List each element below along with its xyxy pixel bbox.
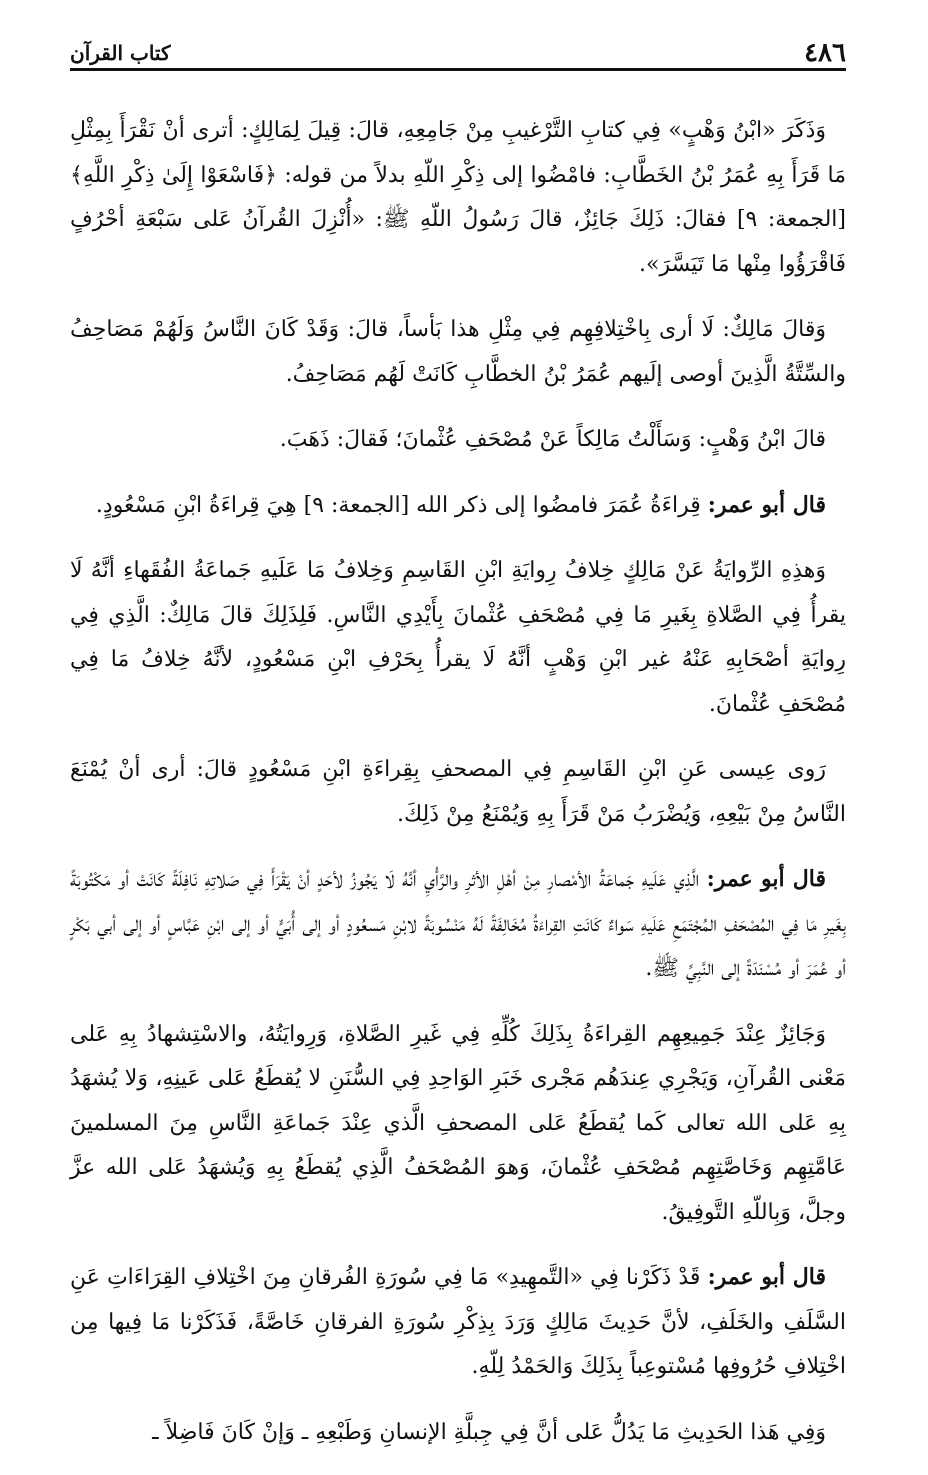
paragraph [70,1255,846,1390]
paragraph [70,307,846,397]
paragraph [70,417,846,463]
page-number: ٤٨٦ [804,38,846,68]
paragraph-text: وَذَكَرَ «ابْنُ وَهْبٍ» فِي كتابِ التَّرْغيبِ مِنْ جَامِعِهِ، قالَ: قِيلَ لِمَالِكٍ: أترى أنْ نَقْرَأَ بِمِثْلِ مَا قَرَأَ بِهِ عُمَرُ بْنُ الخَطَّابِ: فامْضُوا إلى ذِكْرِ اللّهِ بدلاً من قوله: ﴿فَاسْعَوْا إِلَىٰ ذِكْرِ اللَّهِ﴾ [الجمعة: ٩] فقالَ: ذَلِكَ جَائِزٌ، قالَ رَسُولُ اللّهِ ﷺ: «أُنْزِلَ القُرآنُ عَلى سَبْعَةِ أحْرُفٍ فَاقْرَؤُوا مِنْها مَا تَيَسَّرَ». [70,118,846,277]
paragraph-text: رَوى عِيسى عَنِ ابْنِ القَاسِمِ فِي المصحفِ بِقِراءَةِ ابْنِ مَسْعُودٍ قالَ: أرى أنْ يُمْنَعَ النَّاسُ مِنْ بَيْعِهِ، وَيُضْرَبُ مَنْ قَرَأَ بِهِ وَيُمْنَعُ مِنْ ذَلِكَ. [70,757,846,827]
paragraph [70,108,846,287]
paragraph-text: وَجَائِزٌ عِنْدَ جَمِيعِهِم القِراءَةُ بِذَلِكَ كُلِّهِ فِي غَيرِ الصَّلاةِ، وَرِوايَتُهُ، والاسْتِشهادُ بِهِ عَلى مَعْنى القُرآنِ، وَيَجْرِي عِندَهُم مَجْرى خَبَرِ الوَاحِدِ فِي السُّنَنِ لا يُقطَعُ عَلى عَينِهِ، وَلا يُشهَدُ بِهِ عَلى الله تعالى كَما يُقطَعُ عَلى المصحفِ الَّذي عِنْدَ جَماعَةِ النَّاسِ مِنَ المسلمينَ عَامَّتِهِم وَخَاصَّتِهِم مُصْحَفِ عُثْمانَ، وَهوَ المُصْحَفُ الَّذِي يُقطَعُ بِهِ وَيُشهَدُ عَلى الله عزَّ وجلَّ، وَبِاللّهِ التَّوفِيقُ. [70,1021,846,1225]
paragraph-speaker: قال أبو عمر: [707,1264,826,1290]
paragraph-text: وَهذِهِ الرِّوايَةُ عَنْ مَالِكٍ خِلافُ رِوايَةِ ابْنِ القَاسِمِ وَخِلافُ مَا عَلَيهِ جَماعَةُ الفُقَهاءِ أنَّهُ لَا يقرأُ فِي الصَّلاةِ بِغَيرِ مَا فِي مُصْحَفِ عُثْمانَ بِأَيْدِي النَّاسِ. فَلِذَلِكَ قالَ مَالِكٌ: الَّذِي فِي رِوايَةِ أصْحَابِهِ عَنْهُ غير ابْنِ وَهْبٍ أنَّهُ لَا يقرأُ بِحَرْفِ ابْنِ مَسْعُودٍ، لأنَّهُ خِلافُ مَا فِي مُصْحَفِ عُثْمانَ. [70,558,846,717]
paragraph [70,1012,846,1236]
paragraph-text: قالَ ابْنُ وَهْبٍ: وَسَأَلْتُ مَالِكاً عَنْ مُصْحَفِ عُثْمانَ؛ فَقالَ: ذَهَبَ. [279,427,826,452]
paragraph-text: قَدْ ذَكَرْنا فِي «التَّمهِيدِ» مَا فِي سُورَةِ الفُرقانِ مِنَ اخْتِلافِ القِرَاءَاتِ عَنِ السَّلَفِ والخَلَفِ، لأنَّ حَدِيثَ مَالِكٍ وَرَدَ بِذِكْرِ سُورَةِ الفرقانِ خَاصَّةً، فَذَكَرْنا مَا فِيها مِن اخْتِلافِ حُرُوفِها مُسْتوعِباً بِذَلِكَ وَالحَمْدُ لِلّهِ. [70,1265,846,1379]
paragraph [70,483,846,529]
paragraph [70,857,846,992]
paragraph-text: وَقالَ مَالِكٌ: لَا أرى بِاخْتِلافِهِم فِي مِثْلِ هذا بَأساً، قالَ: وَقَدْ كَانَ النَّاسُ وَلَهُمْ مَصَاحِفُ والسِّتَّةُ الَّذِينَ أوصى إلَيهم عُمَرُ بْنُ الخطَّابِ كَانَتْ لَهُم مَصَاحِفُ. [70,317,846,387]
paragraph [70,548,846,727]
page-body [70,108,846,1475]
running-title: كتاب القرآن [70,41,171,65]
paragraph-text: وَفِي هَذا الحَدِيثِ مَا يَدُلُّ عَلى أنَّ فِي جِبلَّةِ الإنسانِ وَطَبْعِهِ ـ وَإنْ كَانَ فَاضِلاً ـ [152,1419,826,1445]
paragraph-speaker: قال أبو عمر: [707,491,826,518]
page-header [70,34,846,71]
paragraph-speaker: قال أبو عمر: [706,866,826,892]
paragraph-text: الَّذِي عَلَيهِ جَماعَةُ الأمْصارِ مِنْ أهْلِ الأثرِ والرَّأْيِ أنَّهُ لَا يَجُوزُ لأحَدٍ أنْ يَقْرَأَ فِي صَلاتِهِ نَافِلَةً كَانَتْ أو مَكْتُوبَةً بِغَيرِ مَا فِي المُصْحَفِ المُجْتَمَعِ عَلَيهِ سَواءٌ كَانَتِ القِراءَةُ مُخَالِفَةً لَهُ مَنْسُوبَةً لابْنِ مَسعُودٍ أو إلى أُبَيٍّ أو إلى ابْنِ عَبَّاسٍ أو إلى أبي بَكْرٍ أو عُمَرَ أو مُسْنَدَةً إلى النَّبِيِّ ﷺ. [70,867,846,981]
paragraph [70,747,846,837]
paragraph [70,1410,846,1456]
paragraph-text: قِراءَةُ عُمَرَ فامضُوا إلى ذكر الله [الجمعة: ٩] هِيَ قِراءَةُ ابْنِ مَسْعُودٍ. [95,492,701,518]
